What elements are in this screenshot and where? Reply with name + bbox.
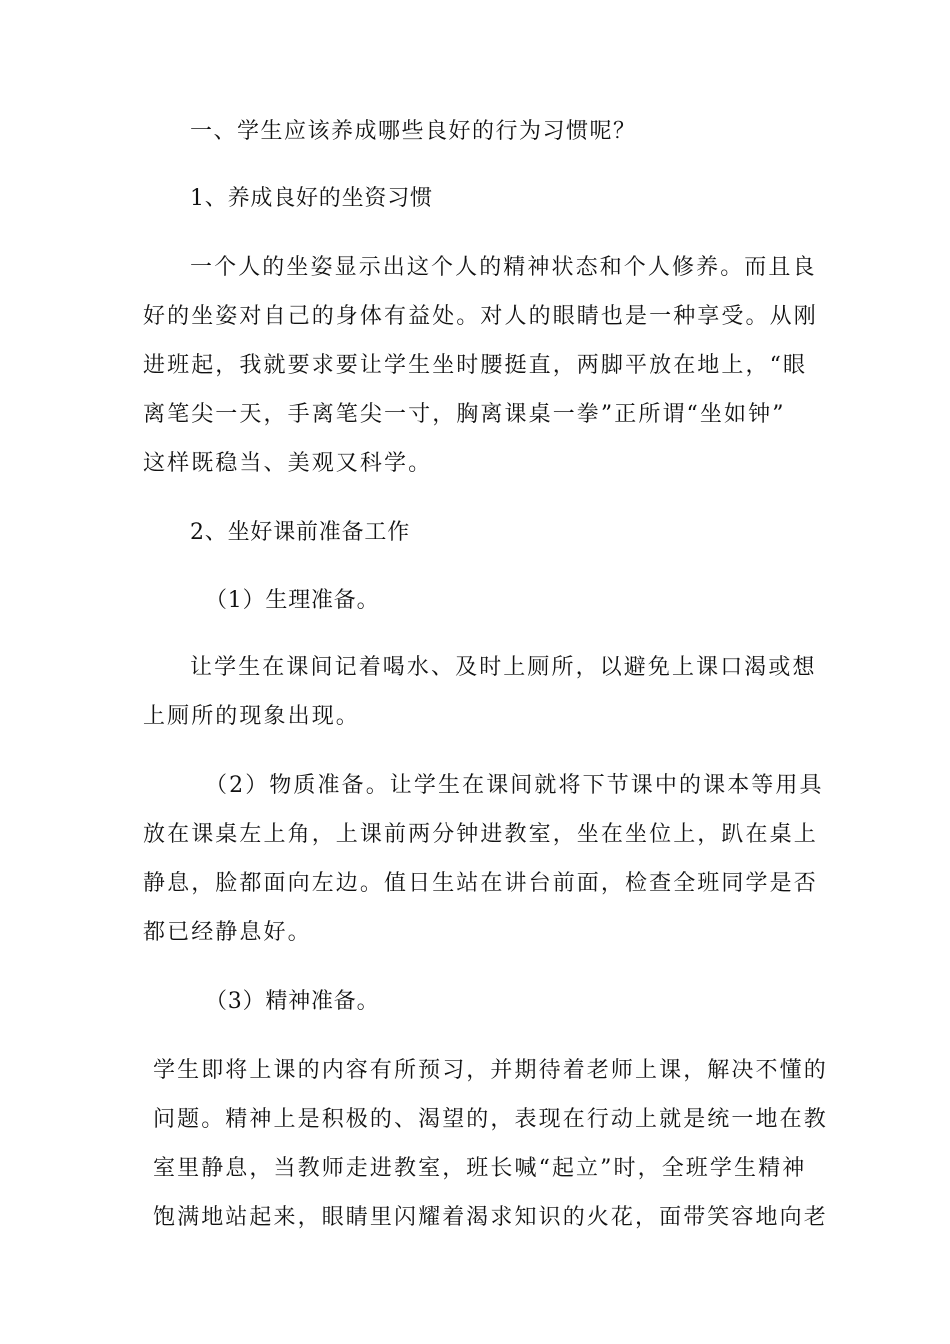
paragraph-line: 让学生在课间记着喝水、及时上厕所，以避免上课口渴或想 bbox=[190, 655, 817, 680]
paragraph-line: 进班起，我就要求要让学生坐时腰挺直，两脚平放在地上，“眼 bbox=[143, 353, 808, 378]
item-title-physiological: （1）生理准备。 bbox=[205, 588, 380, 613]
paragraph-line: 静息，脸都面向左边。值日生站在讲台前面，检查全班同学是否 bbox=[143, 871, 818, 896]
paragraph-line: 一个人的坐姿显示出这个人的精神状态和个人修养。而且良 bbox=[190, 255, 817, 280]
section-heading: 一、学生应该养成哪些良好的行为习惯呢？ bbox=[190, 119, 637, 144]
paragraph-line: 好的坐姿对自己的身体有益处。对人的眼睛也是一种享受。从刚 bbox=[143, 304, 818, 329]
paragraph-line: 这样既稳当、美观又科学。 bbox=[143, 451, 433, 476]
paragraph-line: 放在课桌左上角，上课前两分钟进教室，坐在坐位上，趴在桌上 bbox=[143, 822, 818, 847]
item-title-mental: （3）精神准备。 bbox=[205, 989, 380, 1014]
paragraph-line: 饱满地站起来，眼睛里闪耀着渴求知识的火花，面带笑容地向老 bbox=[153, 1205, 828, 1230]
paragraph-line: 问题。精神上是积极的、渴望的，表现在行动上就是统一地在教 bbox=[153, 1107, 828, 1132]
paragraph-line: 离笔尖一天，手离笔尖一寸，胸离课桌一拳”正所谓“坐如钟” bbox=[143, 402, 786, 427]
paragraph-line: 室里静息，当教师走进教室，班长喊“起立”时，全班学生精神 bbox=[153, 1156, 807, 1181]
paragraph-line: 学生即将上课的内容有所预习，并期待着老师上课，解决不懂的 bbox=[153, 1058, 828, 1083]
paragraph-line: 都已经静息好。 bbox=[143, 920, 312, 945]
subsection-title-sitting-posture: 1、养成良好的坐资习惯 bbox=[190, 186, 433, 211]
paragraph-line: 上厕所的现象出现。 bbox=[143, 704, 360, 729]
paragraph-line: （2）物质准备。让学生在课间就将下节课中的课本等用具 bbox=[205, 773, 824, 798]
subsection-title-preparation: 2、坐好课前准备工作 bbox=[190, 520, 410, 545]
